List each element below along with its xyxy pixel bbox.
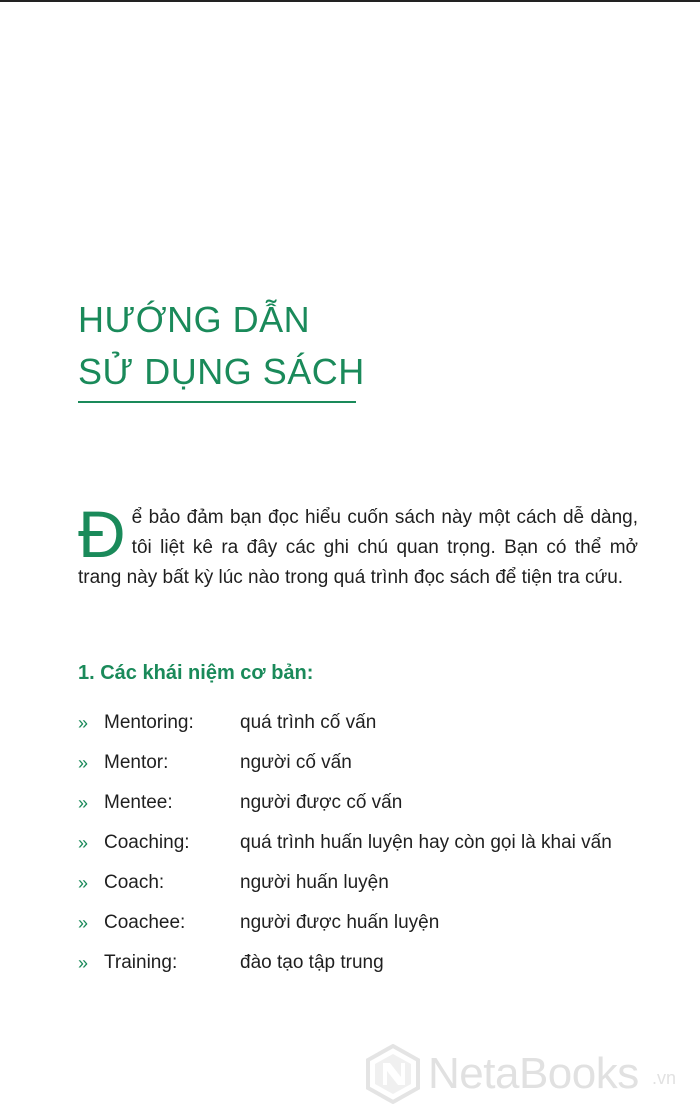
bullet-icon: » bbox=[78, 873, 89, 893]
term-definition: người được cố vấn bbox=[240, 792, 403, 813]
list-item bbox=[78, 828, 658, 868]
bullet-icon: » bbox=[78, 833, 89, 853]
term-definition: người được huấn luyện bbox=[240, 912, 440, 933]
netabooks-logo-icon bbox=[364, 1044, 422, 1104]
term-label: Mentor: bbox=[104, 752, 169, 773]
term-definition: quá trình huấn luyện hay còn gọi là khai vấn bbox=[240, 832, 612, 853]
watermark bbox=[364, 1042, 690, 1106]
term-definition: người huấn luyện bbox=[240, 872, 389, 893]
title-line-2: SỬ DỤNG SÁCH bbox=[78, 351, 365, 392]
term-definition: đào tạo tập trung bbox=[240, 952, 384, 973]
title-underline bbox=[78, 401, 356, 403]
term-label: Mentoring: bbox=[104, 712, 194, 733]
term-label: Mentee: bbox=[104, 792, 173, 813]
page-title bbox=[78, 294, 365, 398]
bullet-icon: » bbox=[78, 713, 89, 733]
drop-cap: Đ bbox=[78, 497, 126, 571]
intro-text: ể bảo đảm bạn đọc hiểu cuốn sách này một cách dễ dàng, tôi liệt kê ra đây các ghi chú quan trọng. Bạn có thể mở trang này bất kỳ lúc nào trong quá trình đọc sách để tiện tra cứu. bbox=[78, 507, 638, 588]
list-item bbox=[78, 748, 658, 788]
list-item bbox=[78, 788, 658, 828]
watermark-suffix: .vn bbox=[652, 1068, 677, 1088]
intro-paragraph bbox=[78, 497, 638, 593]
list-item bbox=[78, 908, 658, 948]
term-label: Coachee: bbox=[104, 912, 186, 933]
top-rule bbox=[0, 0, 700, 2]
term-label: Coaching: bbox=[104, 832, 190, 853]
watermark-text: NetaBooks bbox=[428, 1049, 639, 1098]
title-line-1: HƯỚNG DẪN bbox=[78, 299, 311, 340]
list-item bbox=[78, 948, 658, 988]
bullet-icon: » bbox=[78, 793, 89, 813]
list-item bbox=[78, 708, 658, 748]
term-definition: người cố vấn bbox=[240, 752, 352, 773]
term-definition: quá trình cố vấn bbox=[240, 712, 377, 733]
list-item bbox=[78, 868, 658, 908]
section-heading: 1. Các khái niệm cơ bản: bbox=[78, 662, 314, 684]
term-label: Coach: bbox=[104, 872, 165, 893]
bullet-icon: » bbox=[78, 913, 89, 933]
term-label: Training: bbox=[104, 952, 178, 973]
term-list bbox=[78, 708, 658, 988]
bullet-icon: » bbox=[78, 753, 89, 773]
bullet-icon: » bbox=[78, 953, 89, 973]
